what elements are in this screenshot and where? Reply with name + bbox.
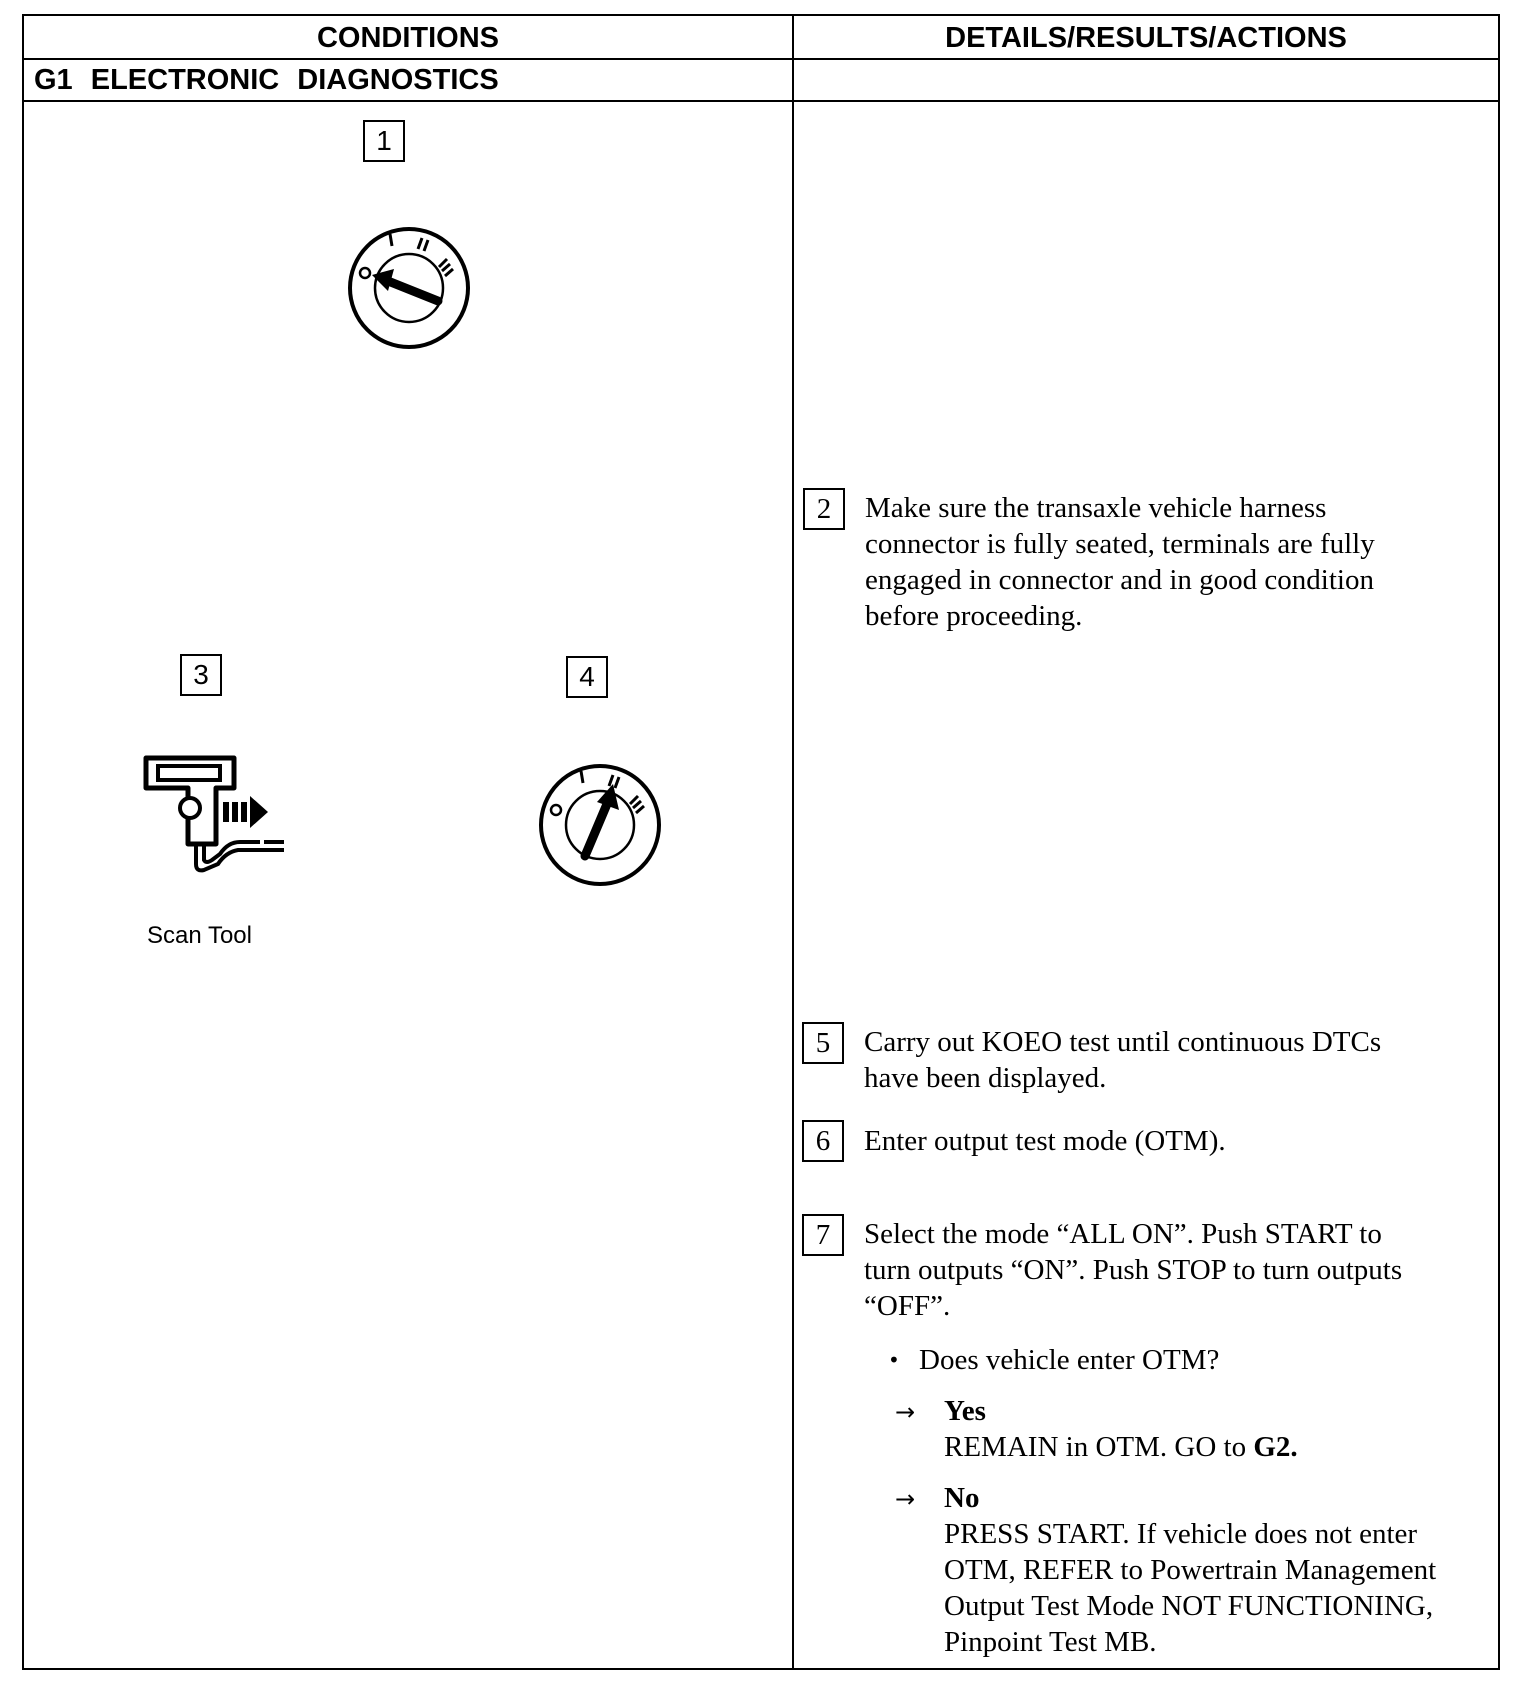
- step-7-line: “OFF”.: [864, 1290, 951, 1322]
- step-7-line: turn outputs “ON”. Push STOP to turn outputs: [864, 1254, 1403, 1286]
- no-result: [944, 1480, 1436, 1660]
- step-7-question: Does vehicle enter OTM?: [919, 1344, 1220, 1376]
- section-name: ELECTRONIC DIAGNOSTICS: [90, 64, 499, 96]
- no-action-line: Output Test Mode NOT FUNCTIONING,: [944, 1590, 1434, 1622]
- step-2-text: [865, 490, 1375, 634]
- step-1-box: 1: [363, 120, 405, 162]
- details-header: DETAILS/RESULTS/ACTIONS: [945, 22, 1347, 54]
- scan-tool-caption: Scan Tool: [147, 922, 252, 949]
- step-2-box: 2: [803, 488, 845, 530]
- yes-result: [944, 1393, 1298, 1465]
- yes-action-ref: G2.: [1253, 1431, 1298, 1463]
- no-action-line: Pinpoint Test MB.: [944, 1626, 1157, 1658]
- step-2-line: engaged in connector and in good condition: [865, 564, 1374, 596]
- section-code: G1: [34, 64, 73, 96]
- step-5-box: 5: [802, 1022, 844, 1064]
- column-divider: [792, 14, 794, 1670]
- yes-action-text: REMAIN in OTM. GO to: [944, 1431, 1254, 1463]
- step-7-line: Select the mode “ALL ON”. Push START to: [864, 1218, 1382, 1250]
- no-label: No: [944, 1482, 980, 1514]
- step-6-line: Enter output test mode (OTM).: [864, 1125, 1226, 1157]
- step-5-line: Carry out KOEO test until continuous DTCs: [864, 1026, 1382, 1058]
- arrow-right-icon: →: [895, 1485, 916, 1513]
- ignition-key-run-icon: [537, 762, 663, 888]
- yes-action: [944, 1429, 1298, 1465]
- step-4-box: 4: [566, 656, 608, 698]
- step-7-box: 7: [802, 1214, 844, 1256]
- no-action-line: PRESS START. If vehicle does not enter: [944, 1518, 1418, 1550]
- section-title: [34, 59, 499, 101]
- step-3-box: 3: [180, 654, 222, 696]
- bullet-icon: •: [888, 1348, 900, 1372]
- step-5-line: have been displayed.: [864, 1062, 1107, 1094]
- step-2-line: connector is fully seated, terminals are fully: [865, 528, 1375, 560]
- step-2-line: before proceeding.: [865, 600, 1083, 632]
- step-6-text: [864, 1123, 1226, 1159]
- step-2-line: Make sure the transaxle vehicle harness: [865, 492, 1327, 524]
- step-5-text: [864, 1024, 1381, 1096]
- step-7-text: [864, 1216, 1402, 1324]
- arrow-right-icon: →: [895, 1398, 916, 1426]
- no-action-line: OTM, REFER to Powertrain Management: [944, 1554, 1437, 1586]
- scan-tool-connect-icon: [142, 756, 288, 878]
- yes-label: Yes: [944, 1395, 986, 1427]
- ignition-key-off-icon: [346, 225, 472, 351]
- conditions-header: CONDITIONS: [316, 22, 500, 54]
- step-6-box: 6: [802, 1120, 844, 1162]
